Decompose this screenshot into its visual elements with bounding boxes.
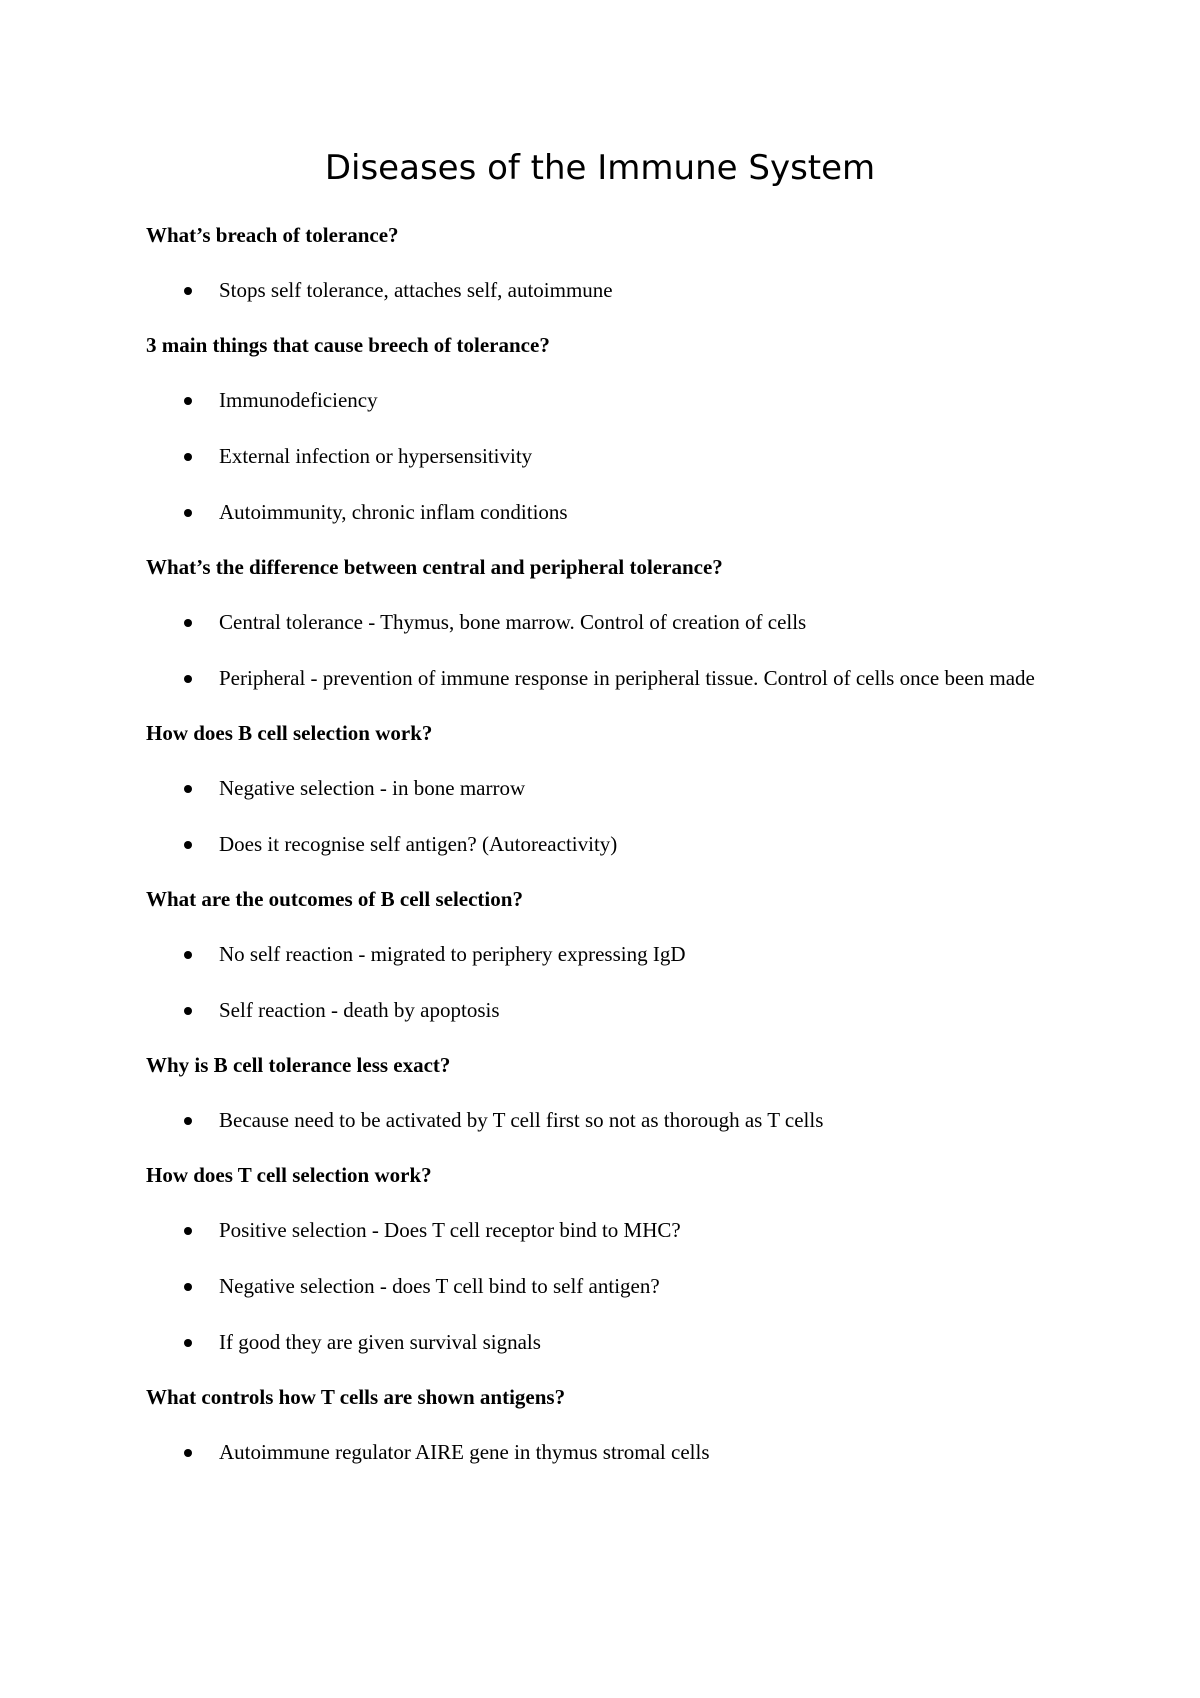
qa-section — [146, 886, 1086, 1025]
answer-list — [146, 1106, 1086, 1135]
answer-text: Immunodeficiency — [219, 388, 378, 412]
answer-text: Autoimmunity, chronic inflam conditions — [219, 500, 568, 524]
answer-text: Negative selection - does T cell bind to self antigen? — [219, 1274, 660, 1298]
qa-section — [146, 720, 1086, 859]
answer-item — [146, 1106, 1086, 1135]
qa-section — [146, 1384, 1086, 1467]
answer-text: No self reaction - migrated to periphery expressing IgD — [219, 942, 686, 966]
bullet-icon — [184, 1227, 192, 1235]
question-heading: What controls how T cells are shown antigens? — [146, 1385, 566, 1409]
qa-section — [146, 1162, 1086, 1357]
answer-text: Does it recognise self antigen? (Autoreactivity) — [219, 832, 618, 856]
bullet-icon — [184, 619, 192, 627]
answer-item — [146, 1328, 1086, 1357]
answer-text: Self reaction - death by apoptosis — [219, 998, 500, 1022]
answer-item — [146, 664, 1086, 693]
bullet-icon — [184, 1283, 192, 1291]
answer-text: If good they are given survival signals — [219, 1330, 541, 1354]
answer-list — [146, 1438, 1086, 1467]
qa-section — [146, 332, 1086, 527]
answer-item — [146, 442, 1086, 471]
answer-text: Negative selection - in bone marrow — [219, 776, 526, 800]
question-heading: What are the outcomes of B cell selection? — [146, 887, 523, 911]
answer-text: Because need to be activated by T cell first so not as thorough as T cells — [219, 1108, 824, 1132]
answer-list — [146, 1216, 1086, 1357]
question-heading: What’s the difference between central and peripheral tolerance? — [146, 555, 723, 579]
answer-text: Peripheral - prevention of immune response in peripheral tissue. Control of cells once been made — [219, 666, 1035, 690]
question-heading: What’s breach of tolerance? — [146, 223, 399, 247]
answer-text: Stops self tolerance, attaches self, autoimmune — [219, 278, 613, 302]
bullet-icon — [184, 951, 192, 959]
qa-section — [146, 554, 1086, 693]
answer-text: Central tolerance - Thymus, bone marrow. Control of creation of cells — [219, 610, 807, 634]
question-heading: Why is B cell tolerance less exact? — [146, 1053, 451, 1077]
bullet-icon — [184, 287, 192, 295]
answer-list — [146, 940, 1086, 1025]
bullet-icon — [184, 841, 192, 849]
answer-item — [146, 386, 1086, 415]
question-heading: 3 main things that cause breech of tolerance? — [146, 333, 550, 357]
answer-item — [146, 774, 1086, 803]
answer-item — [146, 1216, 1086, 1245]
answer-item — [146, 996, 1086, 1025]
answer-list — [146, 608, 1086, 693]
answer-list — [146, 276, 1086, 305]
document-title: Diseases of the Immune System — [324, 148, 876, 188]
question-heading: How does B cell selection work? — [146, 721, 433, 745]
bullet-icon — [184, 1449, 192, 1457]
answer-list — [146, 774, 1086, 859]
bullet-icon — [184, 1339, 192, 1347]
bullet-icon — [184, 397, 192, 405]
bullet-icon — [184, 1117, 192, 1125]
answer-text: External infection or hypersensitivity — [219, 444, 533, 468]
bullet-icon — [184, 675, 192, 683]
bullet-icon — [184, 453, 192, 461]
answer-list — [146, 386, 1086, 527]
bullet-icon — [184, 785, 192, 793]
answer-item — [146, 1438, 1086, 1467]
bullet-icon — [184, 509, 192, 517]
question-heading: How does T cell selection work? — [146, 1163, 432, 1187]
bullet-icon — [184, 1007, 192, 1015]
answer-item — [146, 498, 1086, 527]
answer-item — [146, 940, 1086, 969]
qa-section — [146, 222, 1086, 305]
answer-item — [146, 830, 1086, 859]
answer-text: Positive selection - Does T cell receptor bind to MHC? — [219, 1218, 681, 1242]
document-body — [146, 222, 1086, 1494]
answer-item — [146, 1272, 1086, 1301]
answer-item — [146, 276, 1086, 305]
qa-section — [146, 1052, 1086, 1135]
answer-item — [146, 608, 1086, 637]
answer-text: Autoimmune regulator AIRE gene in thymus stromal cells — [219, 1440, 710, 1464]
